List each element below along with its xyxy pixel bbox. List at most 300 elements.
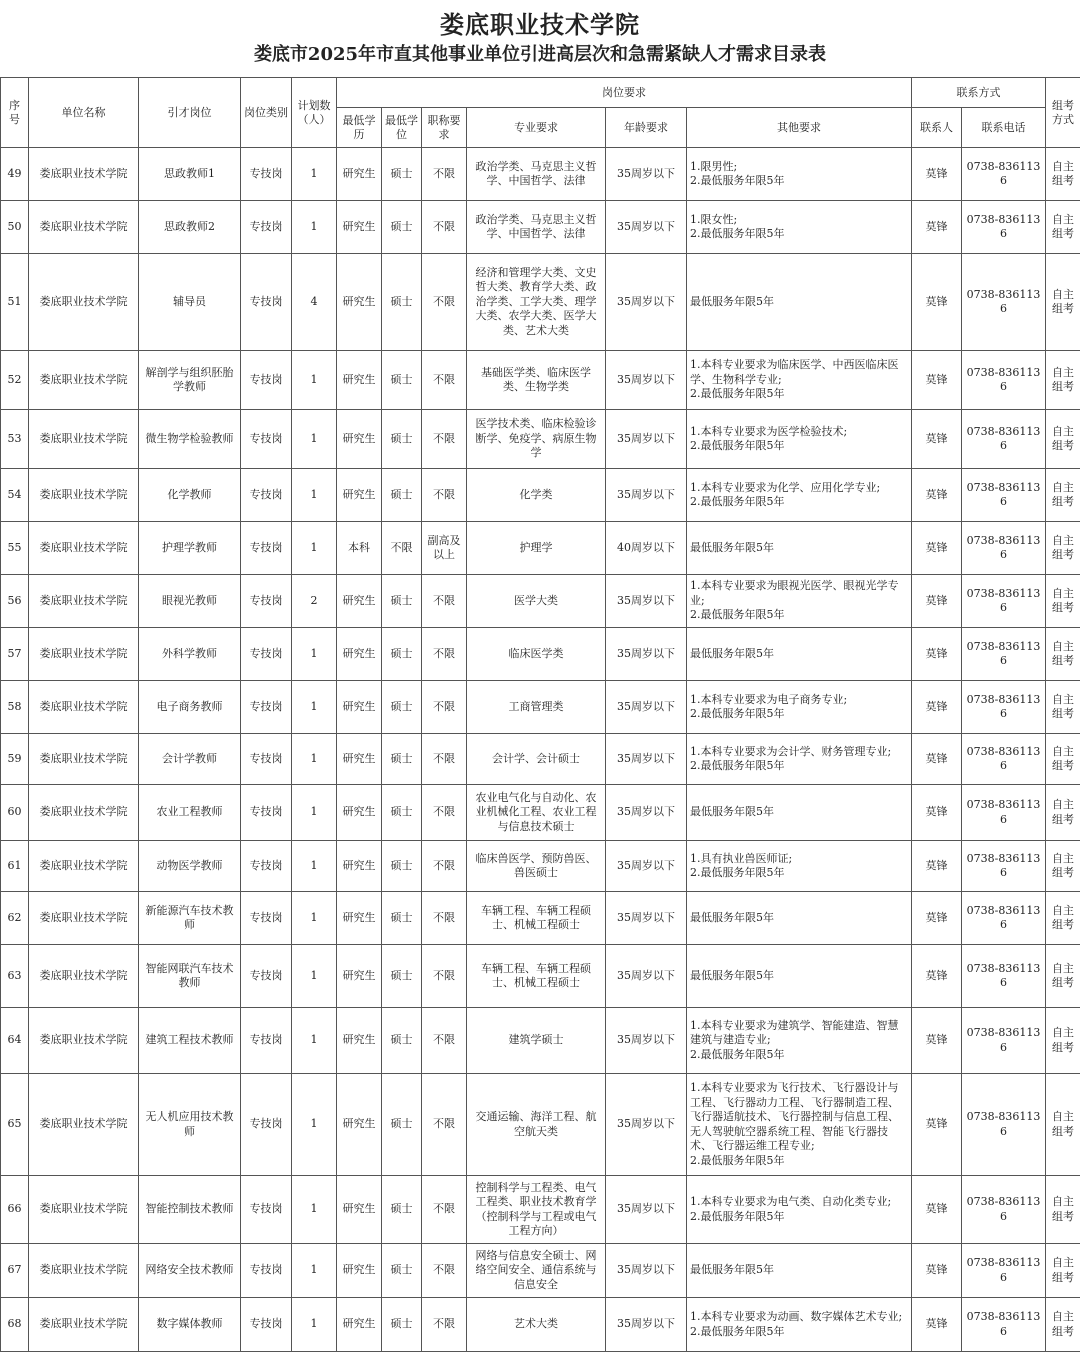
cell-exam: 自主组考 xyxy=(1046,628,1080,681)
table-row xyxy=(1,945,1080,1008)
cell-contact-phone: 0738-8361136 xyxy=(962,1244,1046,1298)
cell-major: 政治学类、马克思主义哲学、中国哲学、法律 xyxy=(467,148,606,201)
cell-major: 艺术大类 xyxy=(467,1298,606,1352)
cell-degree: 硕士 xyxy=(382,628,422,681)
cell-plan: 1 xyxy=(292,351,337,410)
cell-contact-phone: 0738-8361136 xyxy=(962,410,1046,469)
cell-position: 解剖学与组织胚胎学教师 xyxy=(139,351,241,410)
cell-contact-phone: 0738-8361136 xyxy=(962,628,1046,681)
cell-plan: 1 xyxy=(292,681,337,734)
cell-education: 研究生 xyxy=(337,785,382,841)
cell-age: 35周岁以下 xyxy=(606,1008,687,1074)
cell-degree: 硕士 xyxy=(382,1074,422,1176)
cell-education: 研究生 xyxy=(337,1074,382,1176)
table-row xyxy=(1,469,1080,522)
cell-exam: 自主组考 xyxy=(1046,351,1080,410)
cell-category: 专技岗 xyxy=(241,1298,292,1352)
cell-contact-phone: 0738-8361136 xyxy=(962,892,1046,945)
cell-title-req: 不限 xyxy=(422,1298,467,1352)
cell-contact-phone: 0738-8361136 xyxy=(962,522,1046,575)
cell-major: 护理学 xyxy=(467,522,606,575)
cell-contact-phone: 0738-8361136 xyxy=(962,148,1046,201)
cell-position: 数字媒体教师 xyxy=(139,1298,241,1352)
cell-plan: 1 xyxy=(292,1298,337,1352)
cell-contact-phone: 0738-8361136 xyxy=(962,254,1046,351)
cell-contact-person: 莫锋 xyxy=(912,469,962,522)
cell-unit: 娄底职业技术学院 xyxy=(29,469,139,522)
cell-position: 网络安全技术教师 xyxy=(139,1244,241,1298)
cell-contact-person: 莫锋 xyxy=(912,734,962,785)
cell-education: 研究生 xyxy=(337,410,382,469)
cell-age: 35周岁以下 xyxy=(606,785,687,841)
cell-contact-person: 莫锋 xyxy=(912,410,962,469)
cell-seq: 58 xyxy=(1,681,29,734)
cell-plan: 1 xyxy=(292,522,337,575)
cell-education: 研究生 xyxy=(337,1298,382,1352)
cell-category: 专技岗 xyxy=(241,410,292,469)
cell-other: 最低服务年限5年 xyxy=(687,628,912,681)
cell-category: 专技岗 xyxy=(241,841,292,892)
cell-seq: 50 xyxy=(1,201,29,254)
cell-major: 临床医学类 xyxy=(467,628,606,681)
cell-position: 辅导员 xyxy=(139,254,241,351)
cell-seq: 51 xyxy=(1,254,29,351)
cell-degree: 硕士 xyxy=(382,1244,422,1298)
cell-unit: 娄底职业技术学院 xyxy=(29,351,139,410)
table-row xyxy=(1,1244,1080,1298)
cell-title-req: 不限 xyxy=(422,201,467,254)
cell-seq: 67 xyxy=(1,1244,29,1298)
cell-unit: 娄底职业技术学院 xyxy=(29,522,139,575)
cell-age: 35周岁以下 xyxy=(606,1074,687,1176)
cell-category: 专技岗 xyxy=(241,892,292,945)
cell-major: 会计学、会计硕士 xyxy=(467,734,606,785)
cell-other: 1.本科专业要求为眼视光医学、眼视光学专业; 2.最低服务年限5年 xyxy=(687,575,912,628)
cell-position: 思政教师2 xyxy=(139,201,241,254)
page-title: 娄底职业技术学院 xyxy=(440,10,640,39)
cell-seq: 49 xyxy=(1,148,29,201)
cell-title-req: 不限 xyxy=(422,1074,467,1176)
table-row xyxy=(1,1298,1080,1352)
cell-contact-person: 莫锋 xyxy=(912,1244,962,1298)
cell-category: 专技岗 xyxy=(241,1008,292,1074)
cell-plan: 1 xyxy=(292,410,337,469)
cell-category: 专技岗 xyxy=(241,945,292,1008)
cell-contact-person: 莫锋 xyxy=(912,841,962,892)
table-body xyxy=(1,148,1080,1352)
page-subtitle: 娄底市2025年市直其他事业单位引进高层次和急需紧缺人才需求目录表 xyxy=(253,44,827,65)
cell-exam: 自主组考 xyxy=(1046,681,1080,734)
cell-plan: 4 xyxy=(292,254,337,351)
cell-contact-phone: 0738-8361136 xyxy=(962,1298,1046,1352)
cell-contact-person: 莫锋 xyxy=(912,254,962,351)
cell-category: 专技岗 xyxy=(241,628,292,681)
cell-major: 医学大类 xyxy=(467,575,606,628)
cell-plan: 1 xyxy=(292,469,337,522)
cell-seq: 52 xyxy=(1,351,29,410)
cell-category: 专技岗 xyxy=(241,1176,292,1244)
cell-unit: 娄底职业技术学院 xyxy=(29,1244,139,1298)
cell-seq: 55 xyxy=(1,522,29,575)
cell-category: 专技岗 xyxy=(241,201,292,254)
cell-plan: 1 xyxy=(292,945,337,1008)
cell-title-req: 不限 xyxy=(422,410,467,469)
cell-seq: 53 xyxy=(1,410,29,469)
cell-education: 研究生 xyxy=(337,254,382,351)
cell-contact-phone: 0738-8361136 xyxy=(962,201,1046,254)
cell-plan: 1 xyxy=(292,892,337,945)
cell-degree: 硕士 xyxy=(382,410,422,469)
cell-major: 政治学类、马克思主义哲学、中国哲学、法律 xyxy=(467,201,606,254)
cell-exam: 自主组考 xyxy=(1046,575,1080,628)
col-header-degree: 最低学位 xyxy=(382,108,422,148)
cell-unit: 娄底职业技术学院 xyxy=(29,1008,139,1074)
cell-contact-person: 莫锋 xyxy=(912,575,962,628)
cell-seq: 61 xyxy=(1,841,29,892)
cell-title-req: 不限 xyxy=(422,351,467,410)
cell-major: 网络与信息安全硕士、网络空间安全、通信系统与信息安全 xyxy=(467,1244,606,1298)
cell-other: 1.本科专业要求为动画、数字媒体艺术专业; 2.最低服务年限5年 xyxy=(687,1298,912,1352)
cell-contact-person: 莫锋 xyxy=(912,351,962,410)
cell-exam: 自主组考 xyxy=(1046,522,1080,575)
cell-unit: 娄底职业技术学院 xyxy=(29,410,139,469)
cell-exam: 自主组考 xyxy=(1046,254,1080,351)
table-row xyxy=(1,410,1080,469)
cell-contact-phone: 0738-8361136 xyxy=(962,575,1046,628)
cell-age: 35周岁以下 xyxy=(606,254,687,351)
cell-category: 专技岗 xyxy=(241,254,292,351)
cell-age: 35周岁以下 xyxy=(606,841,687,892)
cell-degree: 硕士 xyxy=(382,351,422,410)
cell-age: 35周岁以下 xyxy=(606,1298,687,1352)
table-row xyxy=(1,254,1080,351)
cell-degree: 硕士 xyxy=(382,254,422,351)
col-header-exam: 组考方式 xyxy=(1046,78,1080,148)
cell-position: 微生物学检验教师 xyxy=(139,410,241,469)
cell-other: 1.本科专业要求为飞行技术、飞行器设计与工程、飞行器动力工程、飞行器制造工程、飞行器适航技术、飞行器控制与信息工程、无人驾驶航空器系统工程、智能飞行器技术、飞行器运维工程专业; 2.最低服务年限5年 xyxy=(687,1074,912,1176)
cell-unit: 娄底职业技术学院 xyxy=(29,201,139,254)
cell-other: 1.本科专业要求为临床医学、中西医临床医学、生物科学专业; 2.最低服务年限5年 xyxy=(687,351,912,410)
cell-contact-phone: 0738-8361136 xyxy=(962,1176,1046,1244)
cell-major: 建筑学硕士 xyxy=(467,1008,606,1074)
table-row xyxy=(1,628,1080,681)
cell-position: 智能控制技术教师 xyxy=(139,1176,241,1244)
cell-contact-phone: 0738-8361136 xyxy=(962,1074,1046,1176)
cell-major: 农业电气化与自动化、农业机械化工程、农业工程与信息技术硕士 xyxy=(467,785,606,841)
cell-major: 交通运输、海洋工程、航空航天类 xyxy=(467,1074,606,1176)
cell-other: 最低服务年限5年 xyxy=(687,522,912,575)
cell-seq: 66 xyxy=(1,1176,29,1244)
table-row xyxy=(1,785,1080,841)
cell-unit: 娄底职业技术学院 xyxy=(29,628,139,681)
cell-age: 35周岁以下 xyxy=(606,628,687,681)
col-header-category: 岗位类别 xyxy=(241,78,292,148)
cell-education: 研究生 xyxy=(337,628,382,681)
cell-title-req: 不限 xyxy=(422,892,467,945)
cell-major: 经济和管理学大类、文史哲大类、教育学大类、政治学类、工学大类、理学大类、农学大类、医学大类、艺术大类 xyxy=(467,254,606,351)
cell-degree: 硕士 xyxy=(382,945,422,1008)
col-header-major: 专业要求 xyxy=(467,108,606,148)
col-header-requirements-group: 岗位要求 xyxy=(337,78,912,108)
table-row xyxy=(1,1074,1080,1176)
cell-plan: 1 xyxy=(292,785,337,841)
cell-category: 专技岗 xyxy=(241,785,292,841)
cell-major: 车辆工程、车辆工程硕士、机械工程硕士 xyxy=(467,945,606,1008)
cell-title-req: 不限 xyxy=(422,785,467,841)
cell-education: 研究生 xyxy=(337,575,382,628)
cell-degree: 硕士 xyxy=(382,841,422,892)
cell-position: 眼视光教师 xyxy=(139,575,241,628)
cell-exam: 自主组考 xyxy=(1046,201,1080,254)
cell-seq: 68 xyxy=(1,1298,29,1352)
cell-contact-phone: 0738-8361136 xyxy=(962,734,1046,785)
cell-age: 35周岁以下 xyxy=(606,351,687,410)
table-row xyxy=(1,201,1080,254)
cell-education: 研究生 xyxy=(337,469,382,522)
cell-degree: 硕士 xyxy=(382,734,422,785)
cell-age: 35周岁以下 xyxy=(606,201,687,254)
cell-position: 外科学教师 xyxy=(139,628,241,681)
cell-position: 智能网联汽车技术教师 xyxy=(139,945,241,1008)
cell-other: 1.限女性; 2.最低服务年限5年 xyxy=(687,201,912,254)
cell-position: 化学教师 xyxy=(139,469,241,522)
cell-degree: 硕士 xyxy=(382,1176,422,1244)
cell-other: 最低服务年限5年 xyxy=(687,785,912,841)
cell-age: 35周岁以下 xyxy=(606,1244,687,1298)
cell-degree: 硕士 xyxy=(382,201,422,254)
cell-contact-person: 莫锋 xyxy=(912,1298,962,1352)
cell-contact-phone: 0738-8361136 xyxy=(962,841,1046,892)
cell-contact-person: 莫锋 xyxy=(912,522,962,575)
cell-category: 专技岗 xyxy=(241,351,292,410)
col-header-unit: 单位名称 xyxy=(29,78,139,148)
table-row xyxy=(1,351,1080,410)
cell-position: 电子商务教师 xyxy=(139,681,241,734)
cell-degree: 硕士 xyxy=(382,469,422,522)
table-row xyxy=(1,148,1080,201)
cell-unit: 娄底职业技术学院 xyxy=(29,945,139,1008)
cell-other: 最低服务年限5年 xyxy=(687,892,912,945)
cell-title-req: 不限 xyxy=(422,1244,467,1298)
cell-position: 护理学教师 xyxy=(139,522,241,575)
table-row xyxy=(1,522,1080,575)
recruitment-table xyxy=(0,77,1080,1352)
cell-plan: 1 xyxy=(292,841,337,892)
cell-category: 专技岗 xyxy=(241,1244,292,1298)
cell-unit: 娄底职业技术学院 xyxy=(29,681,139,734)
cell-unit: 娄底职业技术学院 xyxy=(29,148,139,201)
cell-seq: 64 xyxy=(1,1008,29,1074)
cell-unit: 娄底职业技术学院 xyxy=(29,841,139,892)
cell-degree: 硕士 xyxy=(382,785,422,841)
cell-age: 35周岁以下 xyxy=(606,469,687,522)
cell-other: 1.本科专业要求为化学、应用化学专业; 2.最低服务年限5年 xyxy=(687,469,912,522)
cell-seq: 63 xyxy=(1,945,29,1008)
cell-major: 基础医学类、临床医学类、生物学类 xyxy=(467,351,606,410)
cell-seq: 54 xyxy=(1,469,29,522)
cell-education: 研究生 xyxy=(337,148,382,201)
cell-position: 建筑工程技术教师 xyxy=(139,1008,241,1074)
cell-other: 1.限男性; 2.最低服务年限5年 xyxy=(687,148,912,201)
cell-contact-phone: 0738-8361136 xyxy=(962,785,1046,841)
cell-major: 化学类 xyxy=(467,469,606,522)
cell-contact-person: 莫锋 xyxy=(912,1074,962,1176)
cell-other: 1.本科专业要求为电气类、自动化类专业; 2.最低服务年限5年 xyxy=(687,1176,912,1244)
cell-age: 35周岁以下 xyxy=(606,1176,687,1244)
cell-age: 35周岁以下 xyxy=(606,945,687,1008)
col-header-position: 引才岗位 xyxy=(139,78,241,148)
cell-seq: 56 xyxy=(1,575,29,628)
cell-contact-person: 莫锋 xyxy=(912,785,962,841)
cell-title-req: 不限 xyxy=(422,148,467,201)
cell-position: 新能源汽车技术教师 xyxy=(139,892,241,945)
col-header-seq: 序号 xyxy=(1,78,29,148)
cell-position: 农业工程教师 xyxy=(139,785,241,841)
cell-unit: 娄底职业技术学院 xyxy=(29,1298,139,1352)
cell-education: 研究生 xyxy=(337,1008,382,1074)
cell-title-req: 副高及以上 xyxy=(422,522,467,575)
table-row xyxy=(1,575,1080,628)
cell-contact-person: 莫锋 xyxy=(912,681,962,734)
cell-title-req: 不限 xyxy=(422,254,467,351)
cell-degree: 硕士 xyxy=(382,148,422,201)
col-header-contact-group: 联系方式 xyxy=(912,78,1046,108)
cell-contact-phone: 0738-8361136 xyxy=(962,945,1046,1008)
cell-education: 研究生 xyxy=(337,841,382,892)
cell-category: 专技岗 xyxy=(241,148,292,201)
col-header-contact-person: 联系人 xyxy=(912,108,962,148)
cell-category: 专技岗 xyxy=(241,681,292,734)
cell-plan: 1 xyxy=(292,201,337,254)
col-header-contact-phone: 联系电话 xyxy=(962,108,1046,148)
cell-education: 研究生 xyxy=(337,201,382,254)
cell-category: 专技岗 xyxy=(241,469,292,522)
cell-age: 40周岁以下 xyxy=(606,522,687,575)
cell-category: 专技岗 xyxy=(241,734,292,785)
cell-exam: 自主组考 xyxy=(1046,410,1080,469)
cell-position: 动物医学教师 xyxy=(139,841,241,892)
col-header-plan: 计划数（人） xyxy=(292,78,337,148)
cell-contact-phone: 0738-8361136 xyxy=(962,351,1046,410)
cell-position: 会计学教师 xyxy=(139,734,241,785)
cell-major: 控制科学与工程类、电气工程类、职业技术教育学（控制科学与工程或电气工程方向） xyxy=(467,1176,606,1244)
cell-contact-phone: 0738-8361136 xyxy=(962,681,1046,734)
cell-other: 1.本科专业要求为会计学、财务管理专业; 2.最低服务年限5年 xyxy=(687,734,912,785)
cell-education: 研究生 xyxy=(337,945,382,1008)
cell-plan: 1 xyxy=(292,1244,337,1298)
cell-education: 研究生 xyxy=(337,1244,382,1298)
cell-exam: 自主组考 xyxy=(1046,1298,1080,1352)
cell-title-req: 不限 xyxy=(422,469,467,522)
cell-other: 1.本科专业要求为医学检验技术; 2.最低服务年限5年 xyxy=(687,410,912,469)
col-header-age: 年龄要求 xyxy=(606,108,687,148)
cell-category: 专技岗 xyxy=(241,1074,292,1176)
cell-exam: 自主组考 xyxy=(1046,1176,1080,1244)
cell-major: 医学技术类、临床检验诊断学、免疫学、病原生物学 xyxy=(467,410,606,469)
table-row xyxy=(1,1176,1080,1244)
cell-plan: 1 xyxy=(292,1074,337,1176)
cell-unit: 娄底职业技术学院 xyxy=(29,254,139,351)
cell-degree: 硕士 xyxy=(382,1008,422,1074)
cell-exam: 自主组考 xyxy=(1046,1244,1080,1298)
cell-education: 研究生 xyxy=(337,892,382,945)
cell-other: 最低服务年限5年 xyxy=(687,254,912,351)
cell-title-req: 不限 xyxy=(422,681,467,734)
cell-seq: 65 xyxy=(1,1074,29,1176)
cell-exam: 自主组考 xyxy=(1046,892,1080,945)
cell-major: 临床兽医学、预防兽医、兽医硕士 xyxy=(467,841,606,892)
cell-exam: 自主组考 xyxy=(1046,841,1080,892)
cell-contact-person: 莫锋 xyxy=(912,201,962,254)
cell-seq: 62 xyxy=(1,892,29,945)
cell-title-req: 不限 xyxy=(422,734,467,785)
cell-age: 35周岁以下 xyxy=(606,681,687,734)
cell-education: 研究生 xyxy=(337,1176,382,1244)
cell-age: 35周岁以下 xyxy=(606,575,687,628)
cell-degree: 硕士 xyxy=(382,892,422,945)
cell-title-req: 不限 xyxy=(422,945,467,1008)
cell-category: 专技岗 xyxy=(241,522,292,575)
table-row xyxy=(1,681,1080,734)
cell-education: 研究生 xyxy=(337,681,382,734)
cell-age: 35周岁以下 xyxy=(606,410,687,469)
col-header-education: 最低学历 xyxy=(337,108,382,148)
cell-unit: 娄底职业技术学院 xyxy=(29,1176,139,1244)
cell-major: 工商管理类 xyxy=(467,681,606,734)
cell-title-req: 不限 xyxy=(422,841,467,892)
header-row-1 xyxy=(1,78,1080,108)
cell-unit: 娄底职业技术学院 xyxy=(29,785,139,841)
cell-degree: 硕士 xyxy=(382,1298,422,1352)
cell-degree: 不限 xyxy=(382,522,422,575)
cell-unit: 娄底职业技术学院 xyxy=(29,734,139,785)
cell-category: 专技岗 xyxy=(241,575,292,628)
cell-exam: 自主组考 xyxy=(1046,734,1080,785)
cell-contact-phone: 0738-8361136 xyxy=(962,1008,1046,1074)
cell-title-req: 不限 xyxy=(422,628,467,681)
cell-title-req: 不限 xyxy=(422,1008,467,1074)
cell-plan: 2 xyxy=(292,575,337,628)
cell-seq: 60 xyxy=(1,785,29,841)
cell-education: 本科 xyxy=(337,522,382,575)
cell-other: 1.具有执业兽医师证; 2.最低服务年限5年 xyxy=(687,841,912,892)
cell-unit: 娄底职业技术学院 xyxy=(29,575,139,628)
table-row xyxy=(1,841,1080,892)
cell-contact-person: 莫锋 xyxy=(912,1008,962,1074)
cell-other: 最低服务年限5年 xyxy=(687,945,912,1008)
cell-seq: 57 xyxy=(1,628,29,681)
cell-exam: 自主组考 xyxy=(1046,469,1080,522)
cell-position: 无人机应用技术教师 xyxy=(139,1074,241,1176)
cell-exam: 自主组考 xyxy=(1046,1008,1080,1074)
cell-contact-person: 莫锋 xyxy=(912,945,962,1008)
cell-unit: 娄底职业技术学院 xyxy=(29,1074,139,1176)
cell-unit: 娄底职业技术学院 xyxy=(29,892,139,945)
cell-title-req: 不限 xyxy=(422,575,467,628)
cell-education: 研究生 xyxy=(337,734,382,785)
table-row xyxy=(1,1008,1080,1074)
cell-exam: 自主组考 xyxy=(1046,945,1080,1008)
cell-contact-person: 莫锋 xyxy=(912,892,962,945)
cell-contact-person: 莫锋 xyxy=(912,628,962,681)
cell-plan: 1 xyxy=(292,148,337,201)
cell-contact-person: 莫锋 xyxy=(912,1176,962,1244)
cell-age: 35周岁以下 xyxy=(606,892,687,945)
col-header-other: 其他要求 xyxy=(687,108,912,148)
cell-other: 1.本科专业要求为建筑学、智能建造、智慧建筑与建造专业; 2.最低服务年限5年 xyxy=(687,1008,912,1074)
cell-degree: 硕士 xyxy=(382,681,422,734)
cell-degree: 硕士 xyxy=(382,575,422,628)
